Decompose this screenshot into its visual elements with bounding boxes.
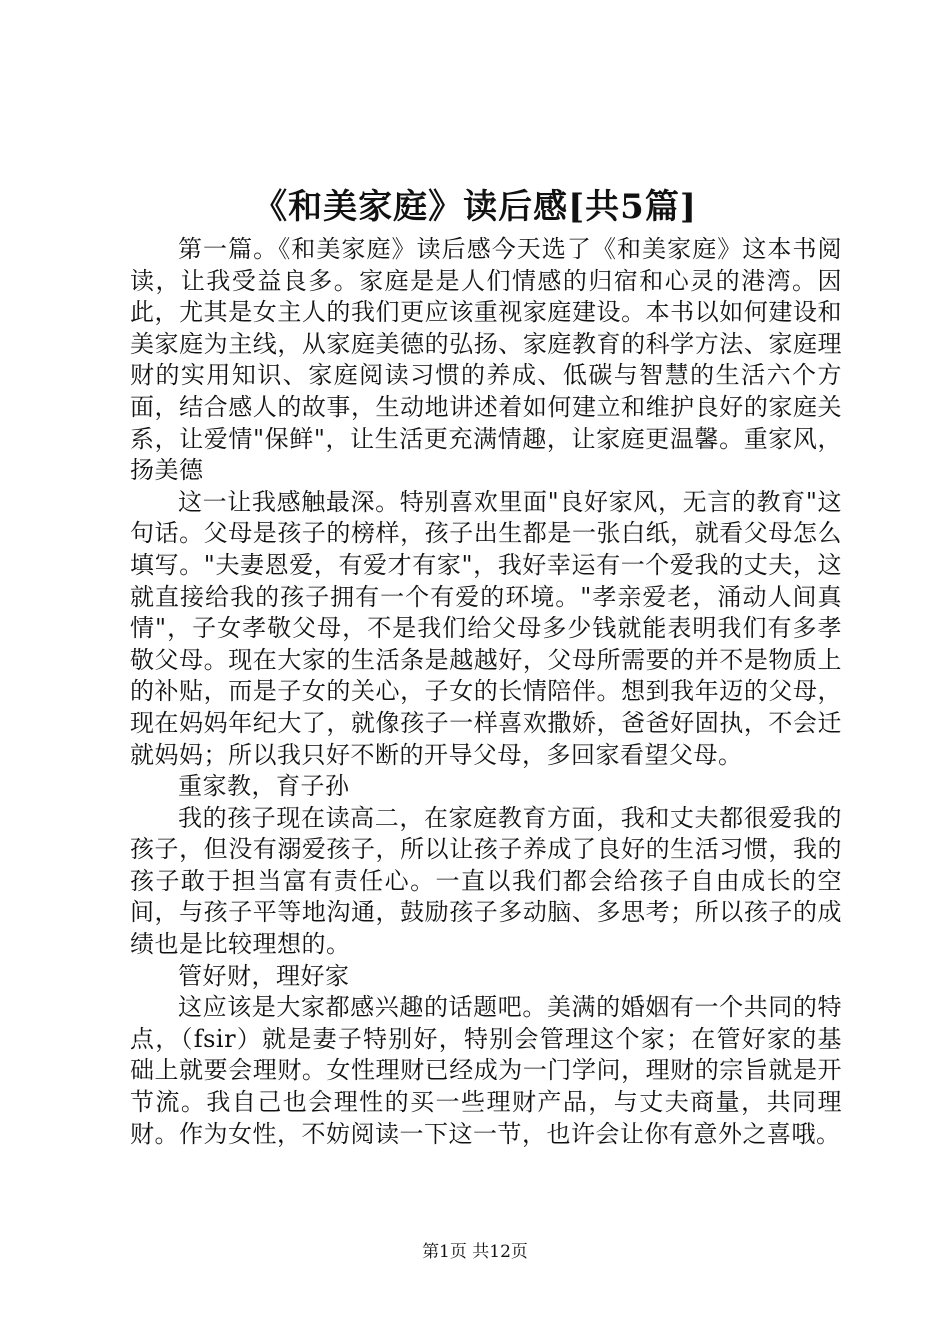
document-body [130,234,842,1150]
paragraph-2: 这一让我感触最深。特别喜欢里面"良好家风，无言的教育"这句话。父母是孩子的榜样，孩子出生都是一张白纸，就看父母怎么填写。"夫妻恩爱，有爱才有家"，我好幸运有一个爱我的丈夫，这就直接给我的孩子拥有一个有爱的环境。"孝亲爱老，涌动人间真情"，子女孝敬父母，不是我们给父母多少钱就能表明我们有多孝敬父母。现在大家的生活条是越越好，父母所需要的并不是物质上的补贴，而是子女的关心，子女的长情陪伴。想到我年迈的父母，现在妈妈年纪大了，就像孩子一样喜欢撒娇，爸爸好固执，不会迁就妈妈；所以我只好不断的开导父母，多回家看望父母。 [130,487,842,769]
section-heading-family-education: 重家教，育子孙 [178,772,350,801]
section-heading-family-finance: 管好财，理好家 [178,961,350,990]
paragraph-4: 这应该是大家都感兴趣的话题吧。美满的婚姻有一个共同的特点，（fsir）就是妻子特别好，特别会管理这个家；在管好家的基础上就要会理财。女性理财已经成为一门学问，理财的宗旨就是开节流。我自己也会理性的买一些理财产品，与丈夫商量，共同理财。作为女性，不妨阅读一下这一节，也许会让你有意外之喜哦。 [130,993,842,1148]
paragraph-3: 我的孩子现在读高二，在家庭教育方面，我和丈夫都很爱我的孩子，但没有溺爱孩子，所以让孩子养成了良好的生活习惯，我的孩子敢于担当富有责任心。一直以我们都会给孩子自由成长的空间，与孩子平等地沟通，鼓励孩子多动脑、多思考；所以孩子的成绩也是比较理想的。 [130,803,842,959]
paragraph-1: 第一篇。《和美家庭》读后感今天选了《和美家庭》这本书阅读，让我受益良多。家庭是是人们情感的归宿和心灵的港湾。因此，尤其是女主人的我们更应该重视家庭建设。本书以如何建设和美家庭为主线，从家庭美德的弘扬、家庭教育的科学方法、家庭理财的实用知识、家庭阅读习惯的养成、低碳与智慧的生活六个方面，结合感人的故事，生动地讲述着如何建立和维护良好的家庭关系，让爱情"保鲜"，让生活更充满情趣，让家庭更温馨。重家风，扬美德 [130,235,842,485]
document-title: 《和美家庭》读后感[共5篇] [253,187,697,227]
page-number-footer: 第1页 共12页 [422,1242,528,1262]
